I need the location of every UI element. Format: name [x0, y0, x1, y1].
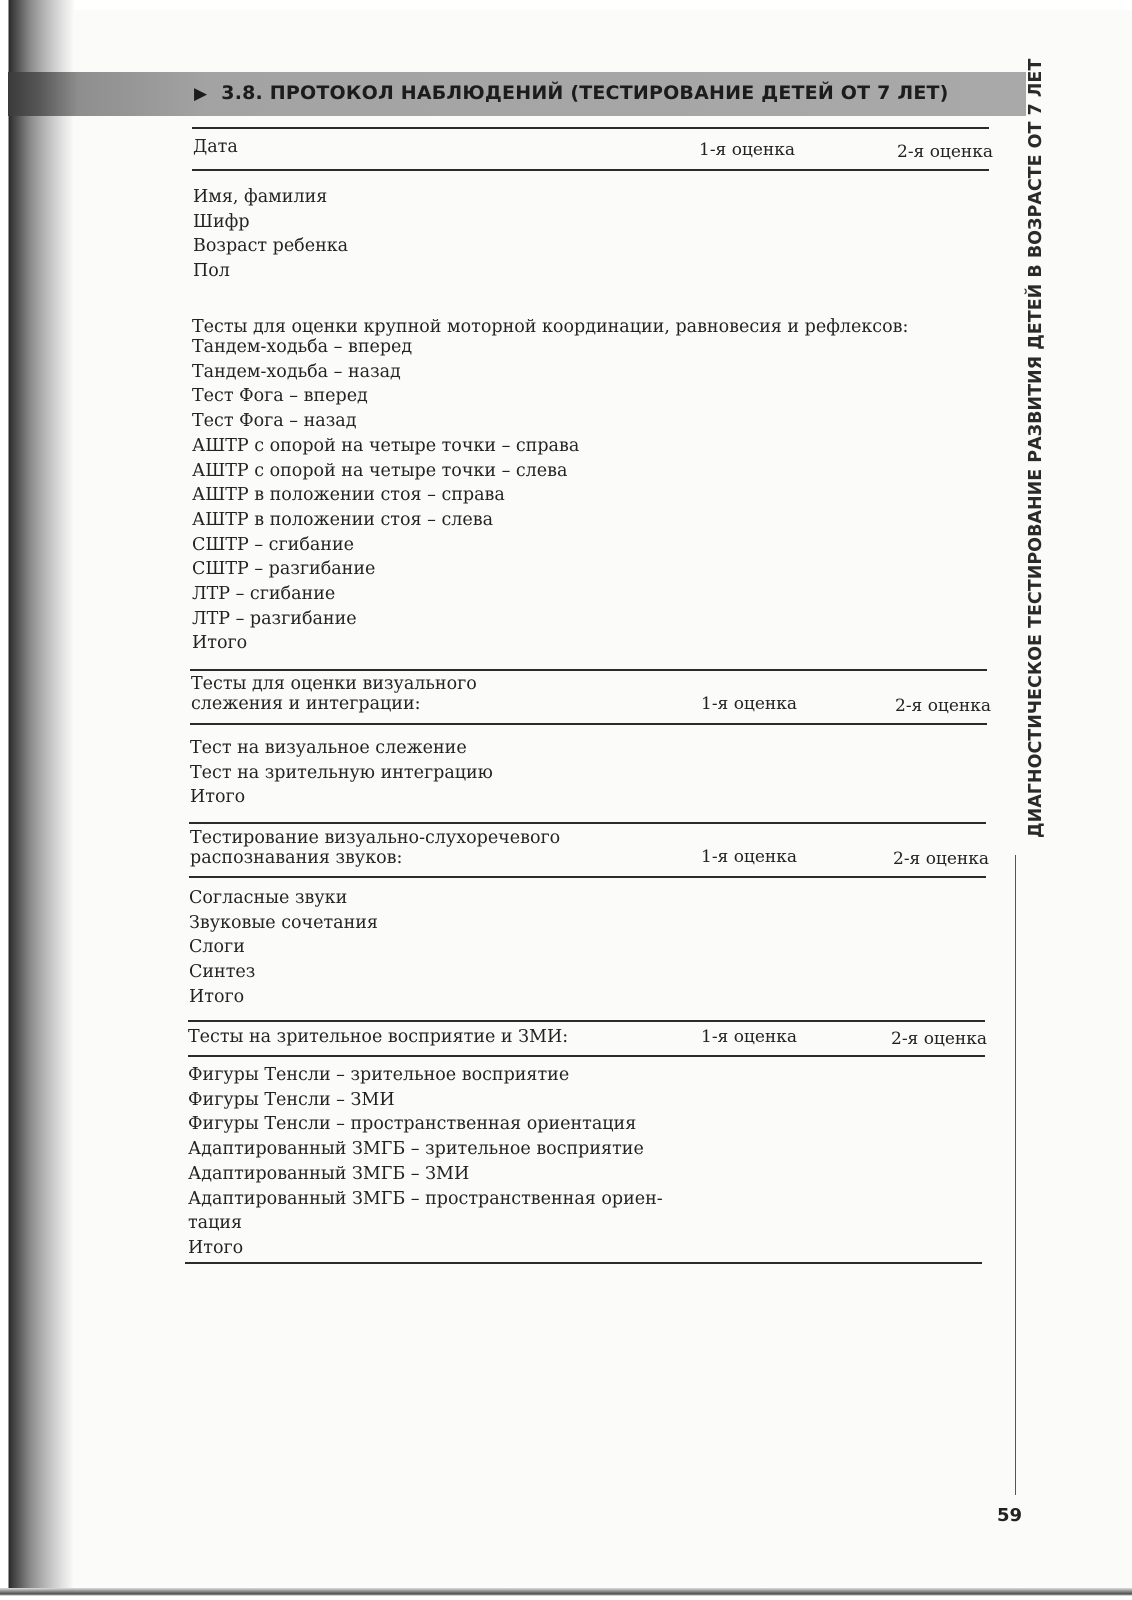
audio-col1-label: 1-я оценка: [701, 847, 798, 867]
list-item: АШТР в положении стоя – справа: [192, 485, 505, 506]
section-title-text: 3.8. ПРОТОКОЛ НАБЛЮДЕНИЙ (ТЕСТИРОВАНИЕ ДЕТЕЙ ОТ 7 ЛЕТ): [221, 82, 949, 104]
top-col1-label: 1-я оценка: [699, 140, 796, 160]
motor-heading: Тесты для оценки крупной моторной координации, равновесия и рефлексов:: [192, 317, 909, 337]
side-divider: [1015, 855, 1016, 1495]
rule-audio-top: [189, 822, 986, 824]
list-item: Итого: [188, 1237, 244, 1258]
list-item: Возраст ребенка: [193, 236, 349, 257]
rule-final: [185, 1262, 982, 1264]
date-label: Дата: [193, 137, 238, 157]
visual-heading-line2: слежения и интеграции:: [191, 694, 421, 714]
list-item: Тандем-ходьба – назад: [192, 361, 401, 382]
page-number: 59: [997, 1505, 1023, 1526]
rule-visual-bottom: [190, 723, 987, 725]
list-item: Слоги: [189, 937, 245, 958]
list-item: Звуковые сочетания: [189, 912, 378, 933]
visual-col2-label: 2-я оценка: [895, 696, 992, 716]
list-item: СШТР – разгибание: [192, 559, 376, 580]
list-item: АШТР в положении стоя – слева: [192, 509, 494, 530]
running-side-title: ДИАГНОСТИЧЕСКОЕ ТЕСТИРОВАНИЕ РАЗВИТИЯ ДЕТЕЙ В ВОЗРАСТЕ ОТ 7 ЛЕТ: [1026, 58, 1046, 838]
list-item: Итого: [190, 787, 246, 808]
list-item: Шифр: [193, 211, 250, 232]
list-item: Адаптированный ЗМГБ – ЗМИ: [188, 1163, 470, 1184]
audio-col2-label: 2-я оценка: [893, 849, 990, 869]
list-item: Фигуры Тенсли – зрительное восприятие: [188, 1065, 570, 1085]
list-item: Синтез: [189, 962, 256, 983]
rule-visual-top: [190, 669, 987, 671]
visual-col1-label: 1-я оценка: [701, 694, 798, 714]
scan-spine-shadow: [0, 0, 74, 1600]
perception-tests-list: [188, 1063, 663, 1261]
list-item: Тест Фога – назад: [192, 411, 357, 432]
visual-tests-list: [190, 736, 493, 810]
triangle-bullet-icon: ▶: [194, 84, 208, 104]
list-item: Тест на визуальное слежение: [190, 738, 467, 758]
rule-perception-bottom: [188, 1055, 985, 1057]
list-item: Итого: [192, 633, 248, 654]
audio-heading-line1: Тестирование визуально-слухоречевого: [190, 828, 561, 848]
personal-info-list: [193, 185, 348, 284]
rule-date-bottom: [192, 169, 989, 171]
list-item: ЛТР – сгибание: [192, 584, 336, 605]
list-item: АШТР с опорой на четыре точки – слева: [192, 460, 568, 481]
perception-col2-label: 2-я оценка: [891, 1029, 988, 1049]
list-item: АШТР с опорой на четыре точки – справа: [192, 435, 580, 456]
rule-top: [192, 127, 989, 129]
motor-tests-list: [192, 335, 579, 656]
list-item: Пол: [193, 261, 230, 282]
list-item: Тест Фога – вперед: [192, 386, 368, 407]
list-item: Адаптированный ЗМГБ – зрительное восприятие: [188, 1139, 644, 1160]
list-item: Согласные звуки: [189, 888, 348, 908]
list-item: ЛТР – разгибание: [192, 608, 357, 629]
rule-perception-top: [188, 1020, 985, 1022]
audio-heading-line2: распознавания звуков:: [190, 848, 403, 868]
list-item: тация: [188, 1213, 243, 1234]
list-item: СШТР – сгибание: [192, 534, 354, 555]
perception-col1-label: 1-я оценка: [701, 1027, 798, 1047]
visual-heading-line1: Тесты для оценки визуального: [191, 674, 477, 694]
list-item: Тест на зрительную интеграцию: [190, 762, 493, 783]
list-item: Фигуры Тенсли – пространственная ориентация: [188, 1114, 637, 1135]
section-title: [194, 82, 949, 104]
list-item: Фигуры Тенсли – ЗМИ: [188, 1089, 395, 1110]
perception-heading: Тесты на зрительное восприятие и ЗМИ:: [188, 1027, 569, 1047]
list-item: Имя, фамилия: [193, 187, 328, 207]
top-col2-label: 2-я оценка: [897, 142, 994, 162]
list-item: Адаптированный ЗМГБ – пространственная ориен-: [188, 1188, 663, 1209]
list-item: Итого: [189, 986, 245, 1007]
rule-audio-bottom: [189, 876, 986, 878]
scan-bottom-edge: [0, 1588, 1132, 1600]
list-item: Тандем-ходьба – вперед: [192, 337, 413, 357]
scan-top-edge: [0, 0, 1132, 10]
audio-tests-list: [189, 886, 378, 1010]
